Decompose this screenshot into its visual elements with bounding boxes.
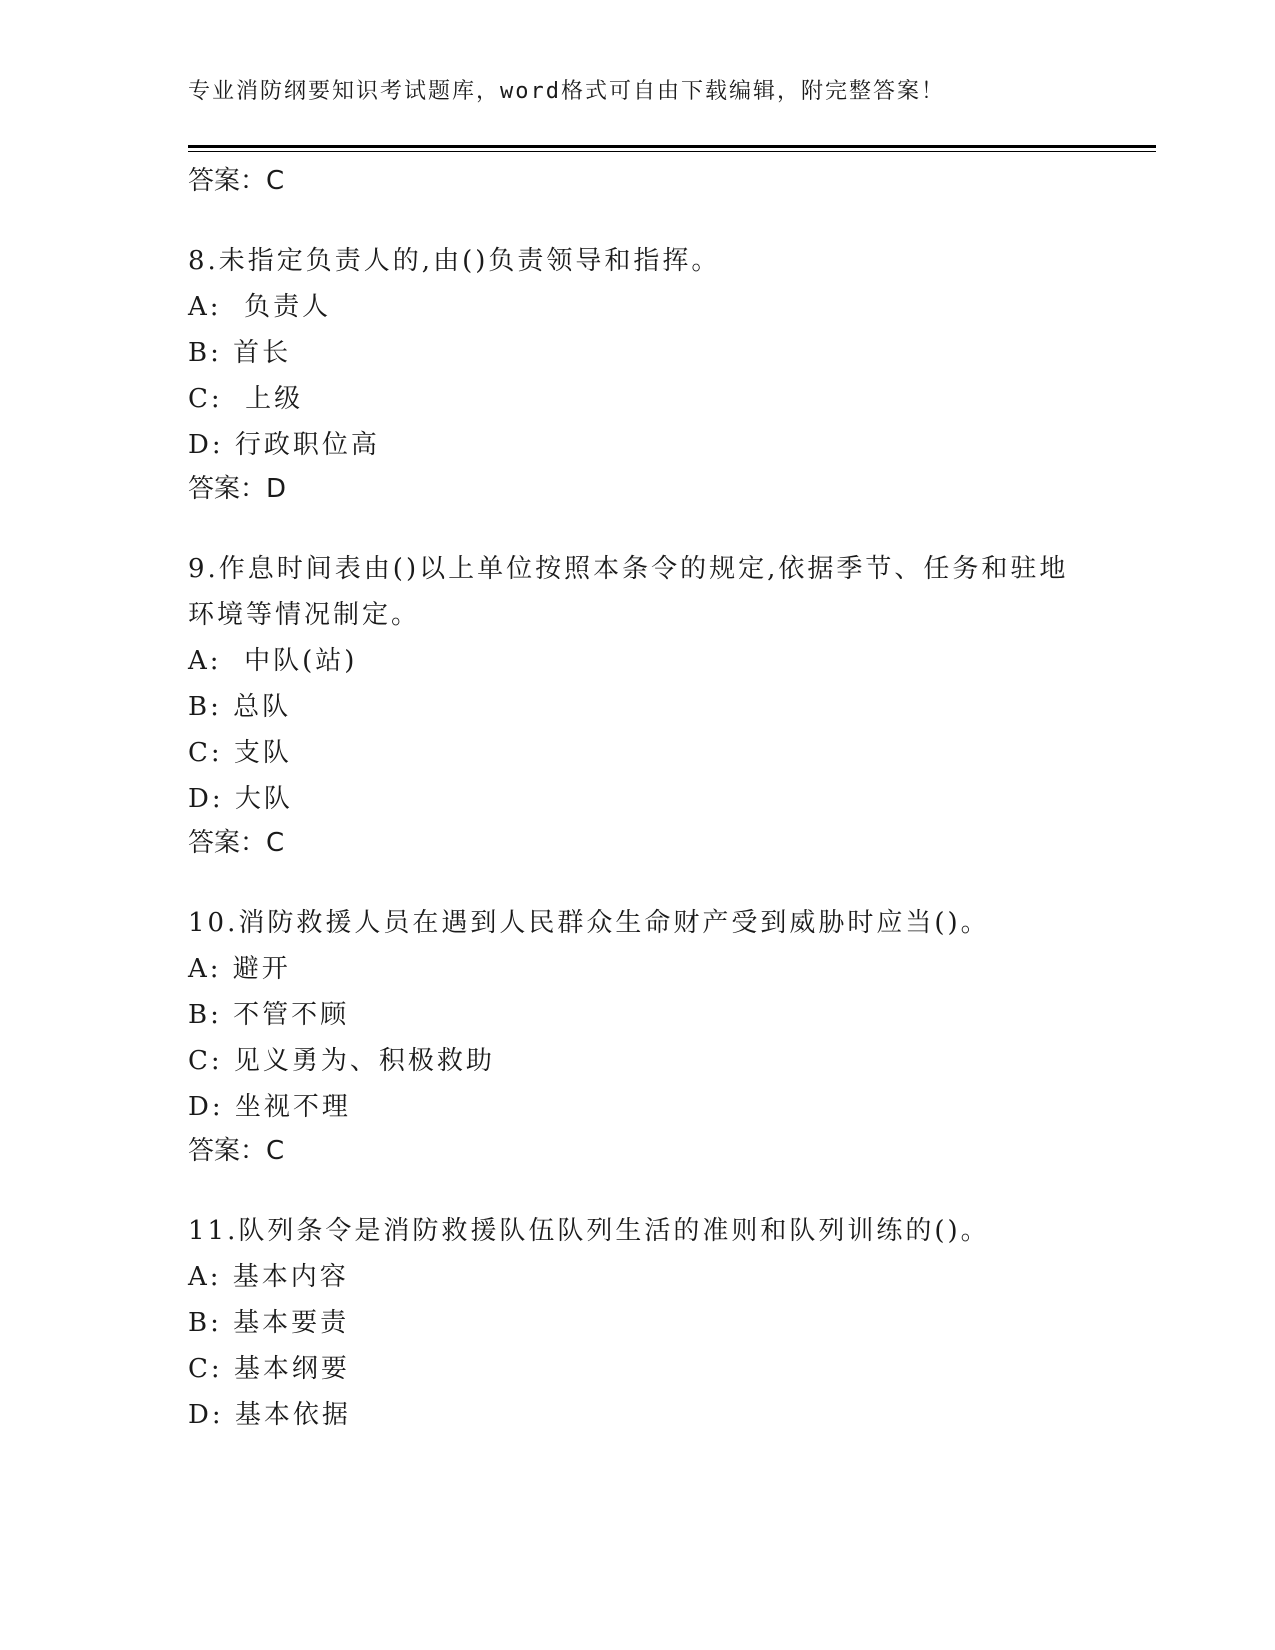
option-a: A: 中队(站) [188, 646, 358, 676]
option-a: A: 负责人 [188, 292, 332, 322]
option-a: A: 避开 [188, 954, 291, 984]
question-text: 8.未指定负责人的,由()负责领导和指挥。 [188, 246, 721, 276]
option-d: D: 大队 [188, 784, 293, 814]
option-b: B: 首长 [188, 338, 292, 368]
option-d: D: 行政职位高 [188, 430, 380, 460]
header-rule-thick [188, 145, 1156, 148]
header-rule-thin [188, 151, 1156, 152]
question-text: 10.消防救援人员在遇到人民群众生命财产受到威胁时应当()。 [188, 908, 990, 938]
answer-line: 答案：C [188, 166, 285, 196]
option-b: B: 不管不顾 [188, 1000, 350, 1030]
question-item [188, 546, 1088, 864]
option-c: C: 支队 [188, 738, 292, 768]
page-header: 专业消防纲要知识考试题库，word格式可自由下载编辑，附完整答案！ [188, 79, 945, 104]
option-a: A: 基本内容 [188, 1262, 349, 1292]
option-d: D: 坐视不理 [188, 1092, 351, 1122]
option-c: C: 上级 [188, 384, 304, 414]
option-b: B: 总队 [188, 692, 292, 722]
question-text: 11.队列条令是消防救援队伍队列生活的准则和队列训练的()。 [188, 1216, 990, 1246]
answer-line: 答案：C [188, 1136, 285, 1166]
question-item [188, 1208, 1088, 1438]
question-list [188, 160, 1088, 1438]
answer-line: 答案：C [188, 828, 285, 858]
question-item [188, 238, 1088, 510]
option-d: D: 基本依据 [188, 1400, 351, 1430]
question-item [188, 900, 1088, 1172]
answer-line: 答案：D [188, 474, 287, 504]
question-text: 9.作息时间表由()以上单位按照本条令的规定,依据季节、任务和驻地环境等情况制定。 [188, 554, 1069, 630]
option-c: C: 基本纲要 [188, 1354, 350, 1384]
option-c: C: 见义勇为、积极救助 [188, 1046, 495, 1076]
option-b: B: 基本要责 [188, 1308, 350, 1338]
